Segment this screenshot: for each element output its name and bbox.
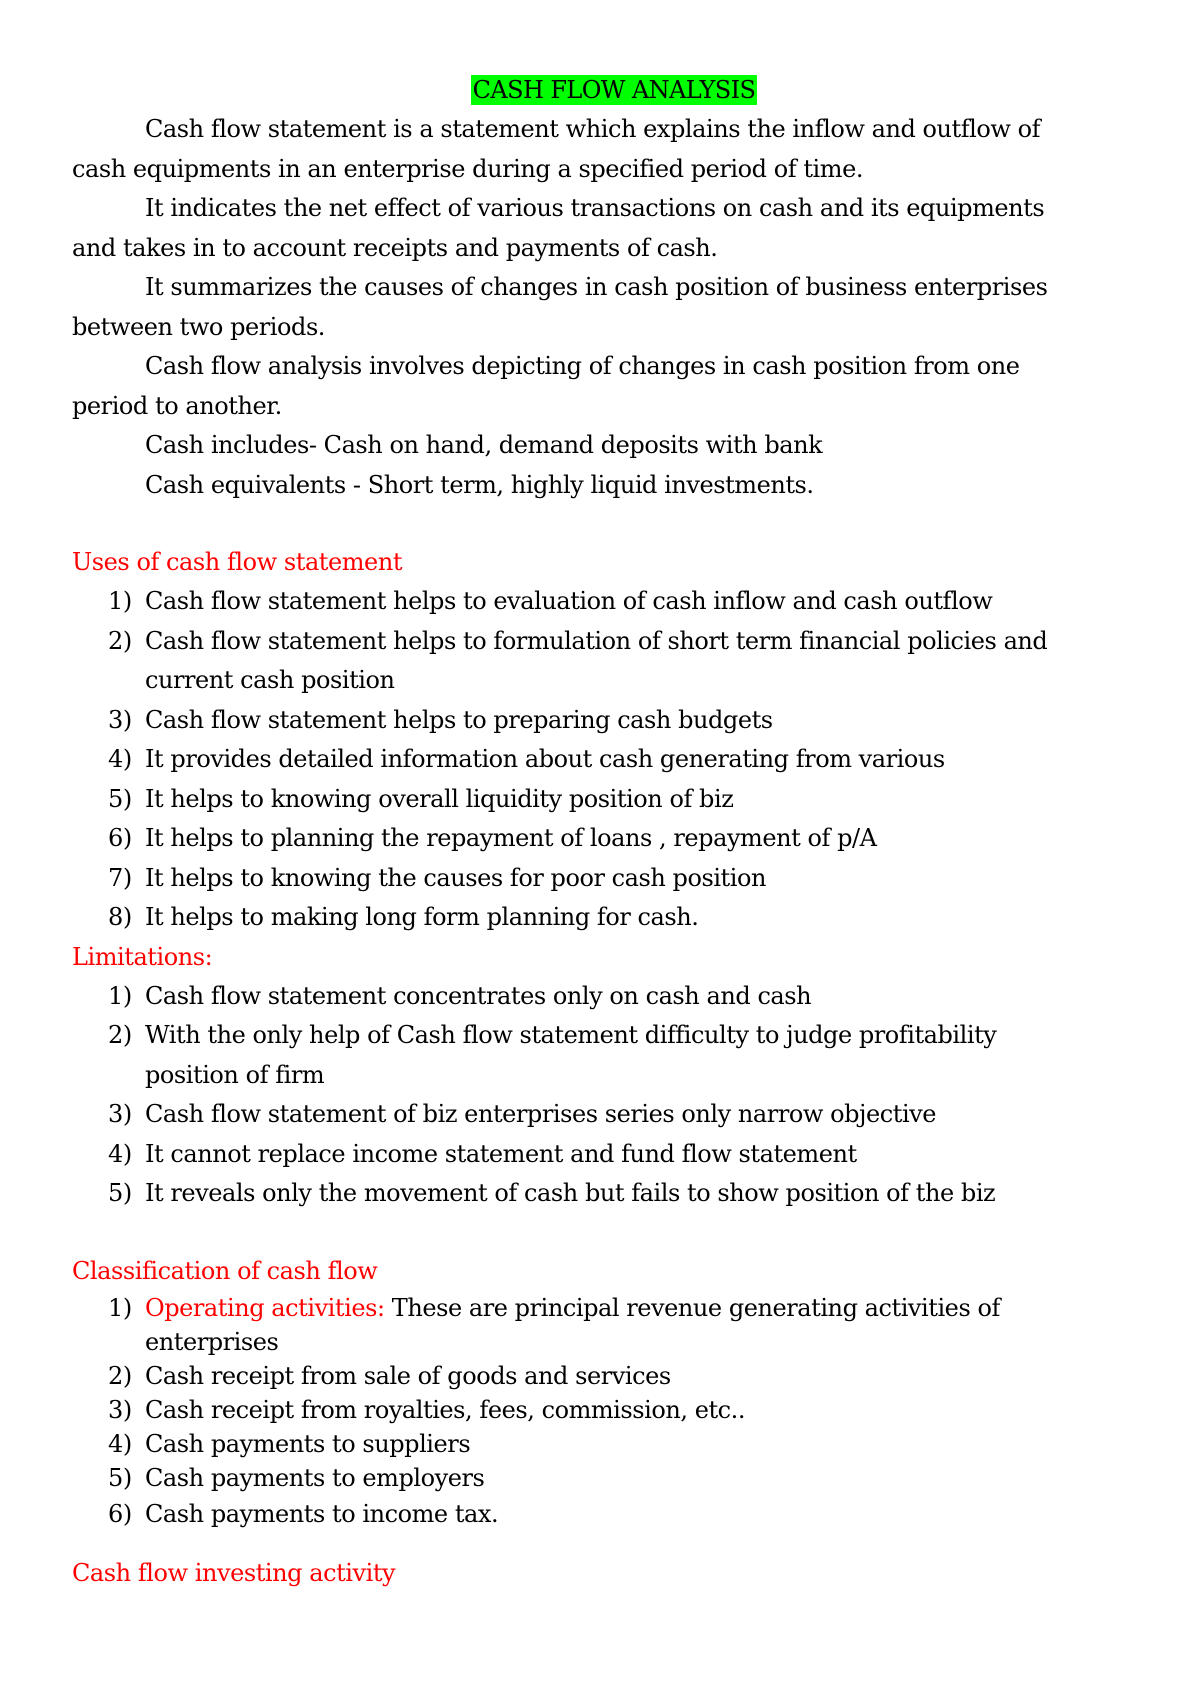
intro-p3-line1: It summarizes the causes of changes in cash position of business enterprises bbox=[145, 273, 1048, 301]
spacer bbox=[72, 1534, 1132, 1554]
list-item bbox=[72, 1359, 1132, 1393]
list-number: 1) bbox=[108, 981, 132, 1010]
list-item bbox=[72, 1427, 1132, 1461]
list-text: It reveals only the movement of cash but fails to show position of the biz bbox=[145, 1179, 996, 1207]
list-item bbox=[72, 1291, 1132, 1359]
limitations-section bbox=[72, 938, 1132, 1214]
list-number: 2) bbox=[108, 626, 132, 655]
list-text: It helps to knowing overall liquidity position of biz bbox=[145, 784, 734, 813]
list-text: Cash flow statement helps to evaluation of cash inflow and cash outflow bbox=[145, 587, 993, 615]
intro-section bbox=[72, 110, 1132, 505]
list-number: 7) bbox=[108, 863, 132, 892]
list-item bbox=[72, 1495, 1132, 1534]
list-text: Cash receipt from royalties, fees, commission, etc.. bbox=[145, 1395, 746, 1424]
list-number: 8) bbox=[108, 903, 132, 931]
list-number: 2) bbox=[108, 1361, 132, 1390]
list-text: Cash flow statement concentrates only on cash and cash bbox=[145, 981, 812, 1010]
cash-includes-line: Cash includes- Cash on hand, demand deposits with bank bbox=[145, 431, 823, 459]
list-item bbox=[72, 701, 1132, 741]
intro-paragraph-2 bbox=[72, 189, 1132, 268]
list-item bbox=[72, 1174, 1132, 1214]
list-number: 6) bbox=[108, 1499, 132, 1528]
intro-paragraph-3 bbox=[72, 268, 1132, 347]
page-title: CASH FLOW ANALYSIS bbox=[472, 76, 756, 104]
intro-paragraph-4 bbox=[72, 347, 1132, 426]
intro-paragraph-1 bbox=[72, 110, 1132, 189]
list-number: 3) bbox=[108, 1395, 132, 1424]
list-text: Cash payments to suppliers bbox=[145, 1429, 471, 1458]
title-row bbox=[72, 70, 1132, 110]
list-item bbox=[72, 582, 1132, 622]
list-item bbox=[72, 740, 1132, 780]
limitations-heading: Limitations: bbox=[72, 942, 213, 971]
intro-p1-line2: cash equipments in an enterprise during a specified period of time. bbox=[72, 154, 864, 183]
operating-activities-label: Operating activities: bbox=[145, 1293, 385, 1322]
list-text: Cash flow statement of biz enterprises series only narrow objective bbox=[145, 1100, 937, 1128]
list-number: 6) bbox=[108, 824, 132, 852]
limitations-list bbox=[72, 977, 1132, 1214]
list-text: Cash flow statement helps to formulation of short term financial policies and bbox=[145, 626, 1048, 655]
list-item bbox=[72, 622, 1132, 701]
list-number: 5) bbox=[108, 784, 132, 813]
list-item bbox=[72, 977, 1132, 1017]
intro-p4-line1: Cash flow analysis involves depicting of changes in cash position from one bbox=[145, 352, 1020, 380]
list-number: 4) bbox=[108, 745, 132, 773]
list-number: 4) bbox=[108, 1139, 132, 1168]
list-text: It provides detailed information about cash generating from various bbox=[145, 745, 945, 773]
list-text: Cash payments to income tax. bbox=[145, 1499, 499, 1528]
list-number: 5) bbox=[108, 1179, 132, 1207]
list-number: 4) bbox=[108, 1429, 132, 1458]
list-text: These are principal revenue generating activities of bbox=[384, 1293, 1000, 1322]
list-number: 1) bbox=[108, 587, 132, 615]
list-text: Cash receipt from sale of goods and services bbox=[145, 1361, 671, 1390]
list-item bbox=[72, 1016, 1132, 1095]
classification-list bbox=[72, 1291, 1132, 1534]
uses-list bbox=[72, 582, 1132, 938]
uses-section bbox=[72, 543, 1132, 938]
list-number: 3) bbox=[108, 705, 132, 734]
list-item bbox=[72, 819, 1132, 859]
intro-p4-line2: period to another. bbox=[72, 391, 282, 420]
list-text: It cannot replace income statement and fund flow statement bbox=[145, 1139, 857, 1168]
list-text: With the only help of Cash flow statement difficulty to judge profitability bbox=[145, 1021, 997, 1049]
uses-heading: Uses of cash flow statement bbox=[72, 548, 403, 576]
list-item bbox=[72, 1095, 1132, 1135]
intro-p1-line1: Cash flow statement is a statement which explains the inflow and outflow of bbox=[145, 115, 1041, 143]
list-item bbox=[72, 859, 1132, 899]
list-text: It helps to planning the repayment of loans , repayment of p/A bbox=[145, 824, 877, 852]
intro-p2-line1: It indicates the net effect of various transactions on cash and its equipments bbox=[145, 194, 1045, 222]
list-number: 1) bbox=[108, 1293, 132, 1322]
list-number: 2) bbox=[108, 1021, 132, 1049]
list-number: 3) bbox=[108, 1100, 132, 1128]
document-page bbox=[72, 70, 1132, 1593]
intro-p3-line2: between two periods. bbox=[72, 312, 325, 341]
spacer bbox=[72, 1214, 1132, 1252]
list-text: Cash flow statement helps to preparing cash budgets bbox=[145, 705, 773, 734]
cash-equivalents-line: Cash equivalents - Short term, highly liquid investments. bbox=[145, 470, 814, 499]
list-text-continued: enterprises bbox=[145, 1327, 279, 1356]
list-text: It helps to making long form planning for cash. bbox=[145, 903, 699, 931]
list-item bbox=[72, 1461, 1132, 1495]
investing-heading: Cash flow investing activity bbox=[72, 1558, 396, 1587]
list-text-continued: position of firm bbox=[145, 1060, 325, 1089]
list-item bbox=[72, 780, 1132, 820]
classification-heading: Classification of cash flow bbox=[72, 1256, 378, 1285]
spacer bbox=[72, 505, 1132, 543]
classification-section bbox=[72, 1252, 1132, 1534]
list-number: 5) bbox=[108, 1463, 132, 1492]
list-item bbox=[72, 1393, 1132, 1427]
investing-section bbox=[72, 1554, 1132, 1593]
list-item bbox=[72, 1135, 1132, 1175]
list-text-continued: current cash position bbox=[145, 666, 395, 694]
list-text: It helps to knowing the causes for poor cash position bbox=[145, 863, 766, 892]
list-text: Cash payments to employers bbox=[145, 1463, 485, 1492]
intro-p2-line2: and takes in to account receipts and payments of cash. bbox=[72, 233, 718, 262]
list-item bbox=[72, 898, 1132, 938]
